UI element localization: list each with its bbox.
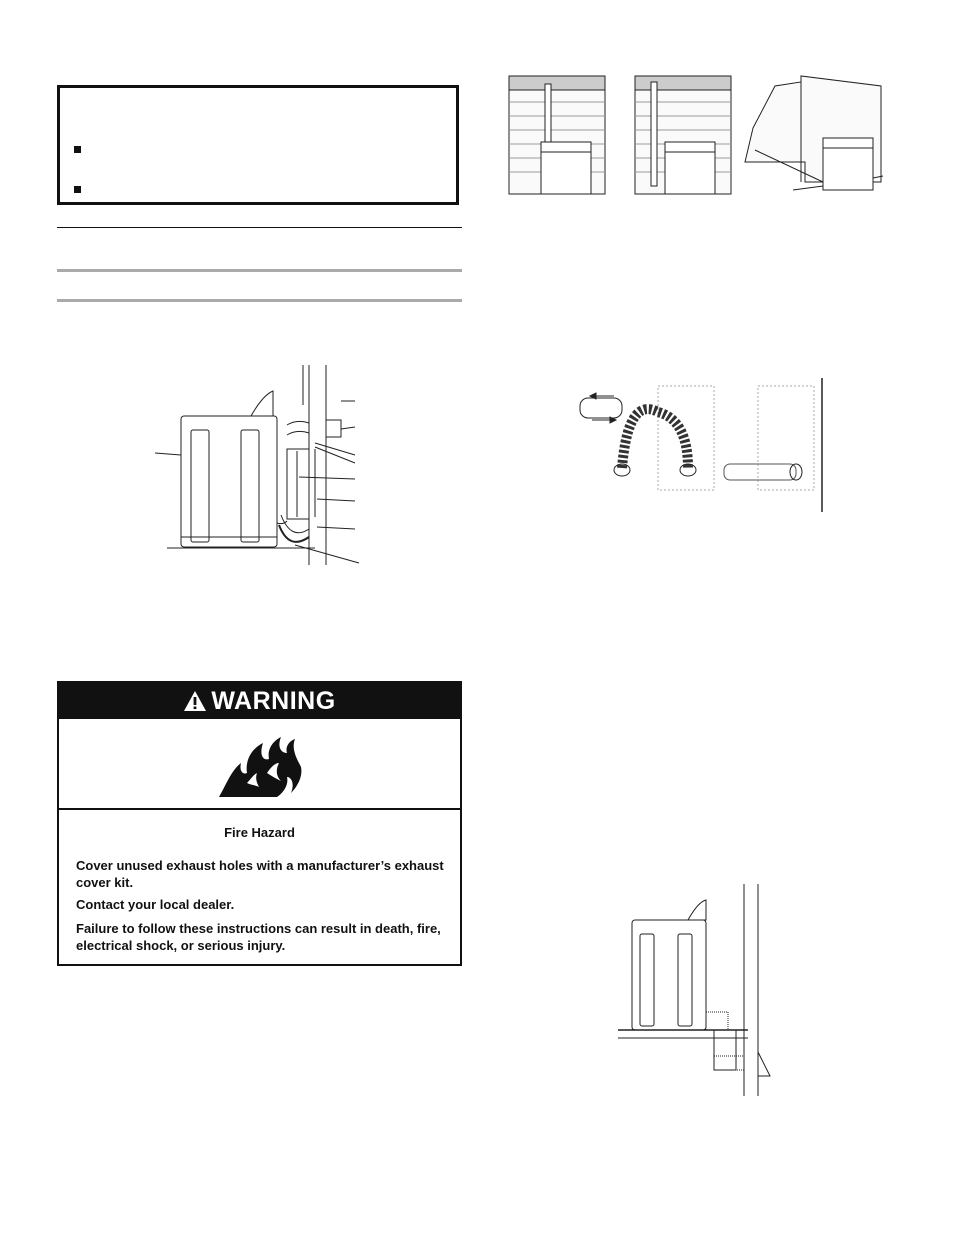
bullet-marker (74, 146, 81, 153)
warning-triangle-icon (183, 690, 207, 712)
warning-divider (59, 808, 460, 810)
hazard-title: Fire Hazard (224, 825, 295, 840)
warning-box (57, 681, 462, 966)
divider-rule (57, 269, 462, 272)
note-box (57, 85, 459, 205)
divider-rule (57, 299, 462, 302)
warning-instruction: Contact your local dealer. (76, 897, 235, 912)
warning-heading: WARNING (211, 686, 336, 715)
warning-instruction: Failure to follow these instructions can result in death, fire, electrical shock, or serious injury. (76, 921, 441, 953)
fire-icon (217, 733, 309, 799)
bullet-marker (74, 186, 81, 193)
warning-header (59, 683, 460, 719)
dryer-floor-vent-illustration (618, 880, 778, 1100)
duct-types-illustration (578, 376, 828, 514)
warning-instruction: Cover unused exhaust holes with a manufacturer’s exhaust cover kit. (76, 858, 444, 890)
dryer-vent-side-illustration (155, 365, 370, 570)
divider-rule (57, 227, 462, 228)
installation-types-illustration (505, 72, 885, 202)
